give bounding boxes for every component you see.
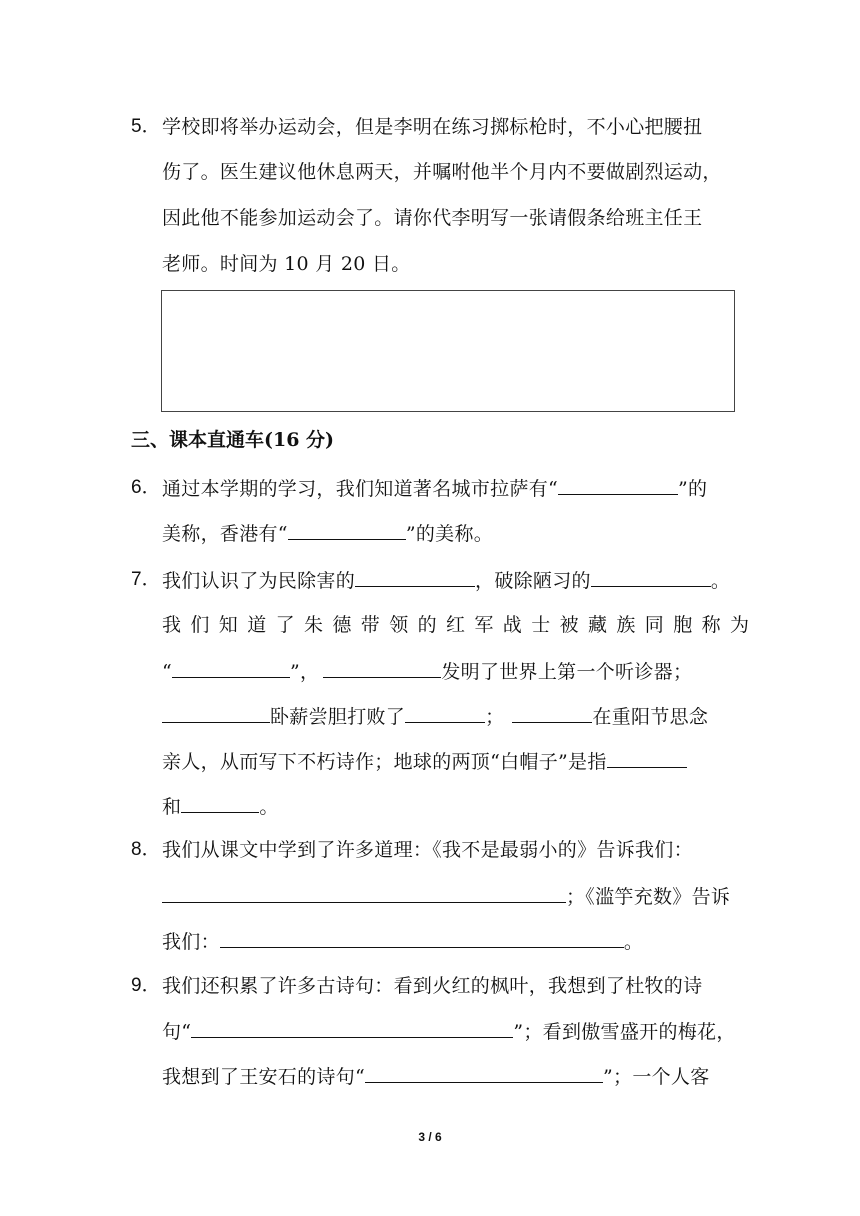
question-7-line-4 (162, 702, 708, 731)
question-5-line-4: 老师。时间为 10 月 20 日。 (162, 253, 411, 275)
question-7-line-5 (162, 747, 687, 776)
question-8-number: 8． (131, 839, 161, 860)
question-7-text: 发明了世界上第一个听诊器； (441, 661, 693, 683)
question-7-text: 在重阳节思念 (592, 706, 709, 728)
blank-lesson-yu[interactable] (220, 927, 624, 948)
question-7-text: 我们认识了为民除害的 (162, 570, 356, 592)
question-7-text: 亲人，从而写下不朽诗作；地球的两顶“白帽子”是指 (162, 751, 607, 773)
blank-wanganshi-poem[interactable] (365, 1062, 603, 1083)
blank-zhude-nickname[interactable] (172, 657, 290, 678)
question-8-text: 我们： (162, 931, 220, 953)
question-8-text: ；《滥竽充数》告诉 (566, 886, 731, 908)
question-9-line-1: 我们还积累了许多古诗句：看到火红的枫叶，我想到了杜牧的诗 (162, 975, 703, 997)
question-5-line-2: 伤了。医生建议他休息两天，并嘱咐他半个月内不要做剧烈运动， (162, 161, 722, 183)
question-8-line-2 (162, 882, 730, 911)
question-7-text: 。 (710, 570, 731, 592)
question-7-text: 卧薪尝胆打败了 (270, 706, 406, 728)
question-6-text: ”的美称。 (405, 523, 494, 545)
question-7-line-1 (162, 566, 730, 595)
question-7-text: ； (485, 706, 505, 728)
section-3-title: 三、课本直通车(16 分) (131, 429, 335, 451)
blank-dumu-poem[interactable] (191, 1017, 513, 1038)
question-7-text: 。 (259, 796, 279, 818)
blank-hero[interactable] (355, 566, 475, 587)
blank-lhasa-nickname[interactable] (558, 474, 678, 495)
answer-box[interactable] (161, 290, 735, 412)
blank-defeated-state[interactable] (405, 702, 485, 723)
question-9-text: ”；一个人客 (603, 1066, 710, 1088)
blank-stethoscope-inventor[interactable] (323, 657, 441, 678)
question-9-text: 句“ (162, 1021, 192, 1043)
question-6-text: 通过本学期的学习，我们知道著名城市拉萨有“ (162, 478, 559, 500)
question-9-text: 我想到了王安石的诗句“ (162, 1066, 366, 1088)
question-5-line-1: 学校即将举办运动会，但是李明在练习掷标枪时，不小心把腰扭 (162, 116, 703, 138)
blank-reformer[interactable] (591, 566, 711, 587)
question-7-text: ，破除陋习的 (475, 570, 591, 592)
blank-goujian[interactable] (162, 702, 270, 723)
question-5-number: 5． (131, 116, 161, 137)
question-7-number: 7． (131, 569, 161, 590)
question-8-line-3 (162, 927, 643, 956)
question-9-line-3 (162, 1062, 710, 1091)
question-7-text: ”， (290, 661, 320, 683)
question-6-text: ”的 (678, 478, 708, 500)
blank-poet[interactable] (512, 702, 592, 723)
blank-pole-2[interactable] (181, 792, 259, 813)
blank-hongkong-nickname[interactable] (288, 519, 406, 540)
question-8-line-1: 我们从课文中学到了许多道理：《我不是最弱小的》告诉我们： (162, 839, 693, 861)
question-9-text: ”；看到傲雪盛开的梅花， (513, 1021, 736, 1043)
blank-pole-1[interactable] (607, 747, 687, 768)
question-6-line-1 (162, 474, 707, 503)
question-9-number: 9． (131, 975, 161, 996)
blank-lesson-weakest[interactable] (162, 882, 566, 903)
question-7-line-2: 我们知道了朱德带领的红军战士被藏族同胞称为 (162, 614, 759, 636)
question-7-text: “ (162, 661, 173, 683)
question-5-line-3: 因此他不能参加运动会了。请你代李明写一张请假条给班主任王 (162, 207, 703, 229)
question-6-line-2 (162, 519, 493, 548)
question-6-text: 美称，香港有“ (162, 523, 288, 545)
question-9-line-2 (162, 1017, 736, 1046)
question-7-line-6 (162, 792, 279, 821)
question-7-line-3 (162, 657, 692, 686)
question-8-text: 。 (623, 931, 644, 953)
page-number: 3 / 6 (418, 1130, 442, 1144)
question-6-number: 6． (131, 477, 161, 498)
question-7-text: 和 (162, 796, 182, 818)
